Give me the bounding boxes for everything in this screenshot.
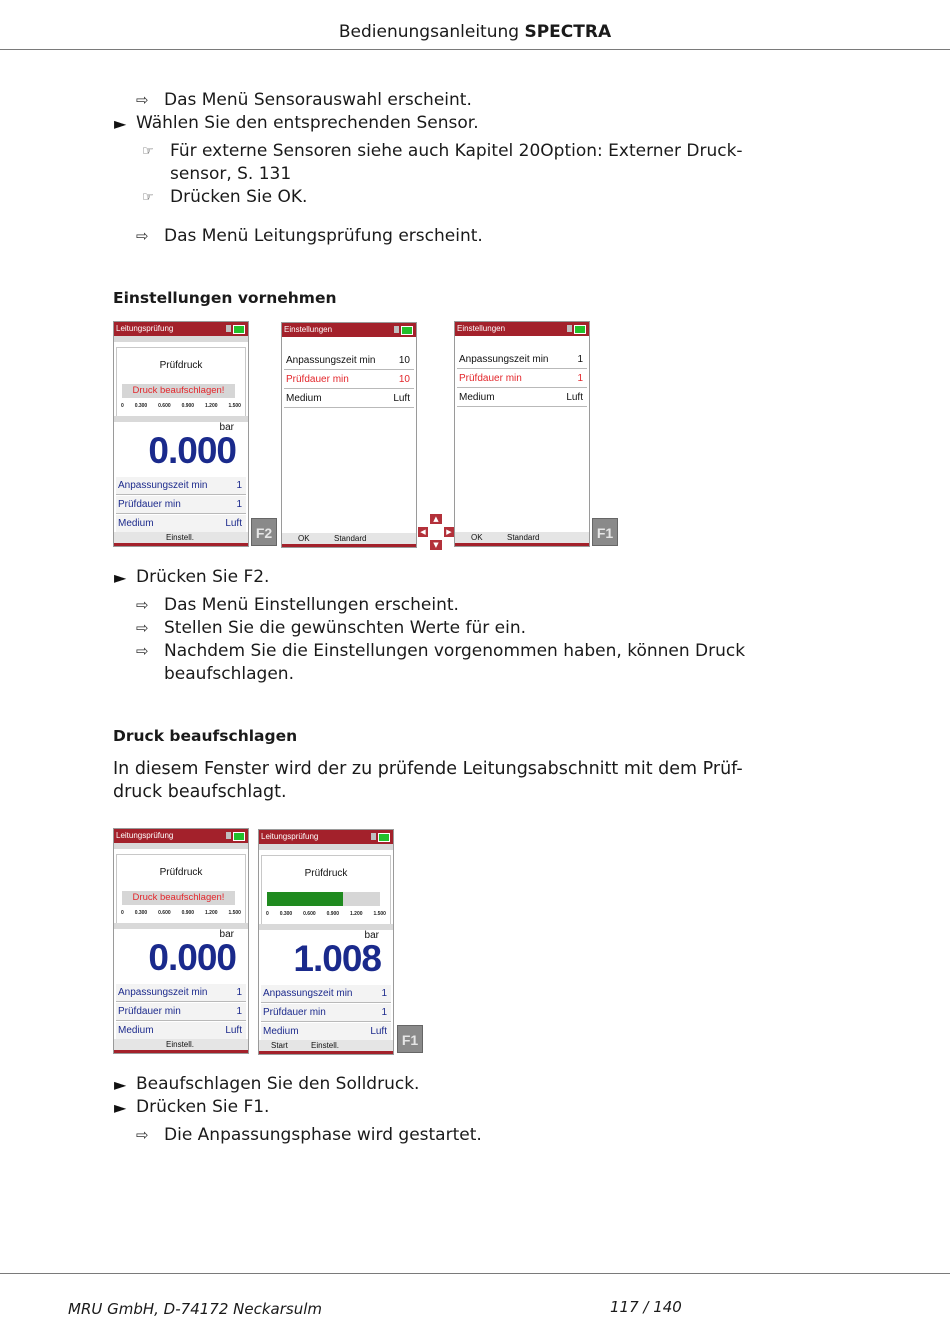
scale-tick: 0.600 <box>158 910 171 916</box>
softkey-start[interactable]: Start <box>271 1041 288 1050</box>
step-triangle-icon: ► <box>114 1098 127 1117</box>
scale-tick: 1.200 <box>205 403 218 409</box>
pressure-label: Prüfdruck <box>159 867 203 878</box>
pressure-unit: bar <box>219 929 234 940</box>
row-value: 1 <box>236 1006 242 1017</box>
text-note-external-b: sensor, S. 131 <box>170 164 292 184</box>
scale-tick: 0 <box>266 911 269 917</box>
header-title <box>0 22 950 42</box>
screen-titlebar: Leitungsprüfung <box>114 322 248 336</box>
result-arrow-icon: ⇨ <box>136 596 149 614</box>
pressure-panel <box>116 347 246 417</box>
screen-separator <box>114 843 248 849</box>
screen-separator <box>114 336 248 342</box>
scale-tick: 0.900 <box>181 403 195 409</box>
sd-card-icon <box>394 326 399 333</box>
header-rule <box>0 49 950 50</box>
screen-titlebar: Einstellungen <box>455 322 589 336</box>
text-press-f1: Drücken Sie F1. <box>136 1097 270 1117</box>
row-key: Anpassungszeit min <box>118 987 208 998</box>
sd-card-icon <box>226 832 231 839</box>
scale-tick: 1.200 <box>350 911 363 917</box>
row-value: Luft <box>393 393 410 404</box>
scale-tick: 0.300 <box>134 403 148 409</box>
battery-icon <box>378 833 390 842</box>
row-value: 1 <box>381 988 387 999</box>
footer-page-number: 117 / 140 <box>610 1298 682 1316</box>
text-select-sensor: Wählen Sie den entsprechenden Sensor. <box>136 113 479 133</box>
row-value: 1 <box>236 987 242 998</box>
function-bar <box>455 532 589 543</box>
text-note-external-a: Für externe Sensoren siehe auch Kapitel 20Option: Externer Druck- <box>170 141 743 161</box>
pressure-unit: bar <box>364 930 379 941</box>
result-arrow-icon: ⇨ <box>136 1126 149 1144</box>
scale-tick: 0.600 <box>158 403 171 409</box>
function-bar <box>114 532 248 543</box>
step-triangle-icon: ► <box>114 568 127 587</box>
row-adaptation-time <box>457 351 587 369</box>
scale-tick: 0.900 <box>326 911 340 917</box>
pressure-warning: Druck beaufschlagen! <box>122 384 235 398</box>
row-key: Anpassungszeit min <box>118 480 208 491</box>
row-adaptation-time <box>116 984 246 1002</box>
text-set-values: Stellen Sie die gewünschten Werte für ein. <box>164 618 527 638</box>
pressure-scale <box>121 910 241 916</box>
scale-tick: 0 <box>121 403 124 409</box>
screen-separator <box>282 337 416 351</box>
pressure-label: Prüfdruck <box>159 360 203 371</box>
text-sensor-menu: Das Menü Sensorauswahl erscheint. <box>164 90 472 110</box>
text-after-settings-b: beaufschlagen. <box>164 664 294 684</box>
pressure-scale <box>121 403 241 409</box>
arrow-up-icon[interactable]: ▲ <box>430 514 442 524</box>
row-medium <box>457 389 587 407</box>
scale-tick: 0 <box>121 910 124 916</box>
row-value: 1 <box>577 373 583 384</box>
text-press-ok: Drücken Sie OK. <box>170 187 308 207</box>
row-value: 1 <box>236 499 242 510</box>
key-f2[interactable]: F2 <box>251 518 277 546</box>
row-adaptation-time <box>284 352 414 370</box>
row-key: Prüfdauer min <box>286 374 349 385</box>
navigation-dpad-icon[interactable] <box>418 514 454 550</box>
function-bar <box>259 1040 393 1051</box>
softkey-settings[interactable]: Einstell. <box>166 533 195 542</box>
footer-company: MRU GmbH, D-74172 Neckarsulm <box>68 1300 322 1318</box>
text-settings-menu: Das Menü Einstellungen erscheint. <box>164 595 459 615</box>
battery-icon <box>574 325 586 334</box>
row-key: Medium <box>263 1026 299 1037</box>
result-arrow-icon: ⇨ <box>136 619 149 637</box>
note-hand-icon: ☞ <box>142 190 154 205</box>
key-f1[interactable]: F1 <box>592 518 618 546</box>
row-medium <box>284 390 414 408</box>
scale-tick: 0.900 <box>181 910 195 916</box>
header-title-prefix: Bedienungsanleitung <box>338 22 520 42</box>
text-pressure-para-a: In diesem Fenster wird der zu prüfende Leitungsabschnitt mit dem Prüf- <box>113 759 743 779</box>
row-value: Luft <box>566 392 583 403</box>
row-key: Prüfdauer min <box>118 499 181 510</box>
scale-tick: 0.300 <box>279 911 293 917</box>
scale-tick: 1.500 <box>228 403 241 409</box>
row-medium <box>261 1023 391 1041</box>
row-value: Luft <box>225 518 242 529</box>
row-key: Anpassungszeit min <box>263 988 353 999</box>
row-key: Medium <box>118 518 154 529</box>
row-key: Prüfdauer min <box>263 1007 326 1018</box>
note-hand-icon: ☞ <box>142 144 154 159</box>
pressure-value: 0.000 <box>148 937 236 978</box>
scale-tick: 0.300 <box>134 910 148 916</box>
row-value: Luft <box>225 1025 242 1036</box>
row-test-duration-selected[interactable] <box>457 370 587 388</box>
battery-icon <box>233 832 245 841</box>
row-key: Prüfdauer min <box>459 373 522 384</box>
softkey-settings[interactable]: Einstell. <box>311 1041 340 1050</box>
screen-bottom-line <box>282 544 416 547</box>
softkey-standard[interactable]: Standard <box>334 534 367 543</box>
row-adaptation-time <box>261 985 391 1003</box>
device-screen-line-test-zero <box>113 828 249 1054</box>
row-key: Anpassungszeit min <box>286 355 376 366</box>
heading-settings: Einstellungen vornehmen <box>113 289 337 307</box>
scale-tick: 1.500 <box>373 911 386 917</box>
heading-apply-pressure: Druck beaufschlagen <box>113 727 298 745</box>
text-after-settings-a: Nachdem Sie die Einstellungen vorgenommen haben, können Druck <box>164 641 746 661</box>
row-value: 10 <box>398 355 410 366</box>
row-key: Prüfdauer min <box>118 1006 181 1017</box>
result-arrow-icon: ⇨ <box>136 91 149 109</box>
sd-card-icon <box>371 833 376 840</box>
pressure-label: Prüfdruck <box>304 868 348 879</box>
screen-titlebar: Leitungsprüfung <box>259 830 393 844</box>
screen-bottom-line <box>114 1050 248 1053</box>
text-adaptation-started: Die Anpassungsphase wird gestartet. <box>164 1125 482 1145</box>
softkey-standard[interactable]: Standard <box>507 533 540 542</box>
device-screen-settings-b <box>454 321 590 547</box>
screen-titlebar: Leitungsprüfung <box>114 829 248 843</box>
arrow-right-icon[interactable]: ▶ <box>444 527 454 537</box>
footer-rule <box>0 1273 950 1274</box>
text-press-f2: Drücken Sie F2. <box>136 567 270 587</box>
row-key: Medium <box>286 393 322 404</box>
device-screen-settings-a <box>281 322 417 548</box>
screen-bottom-line <box>114 543 248 546</box>
pressure-warning: Druck beaufschlagen! <box>122 891 235 905</box>
row-value: Luft <box>370 1026 387 1037</box>
row-key: Medium <box>118 1025 154 1036</box>
pressure-panel <box>116 854 246 924</box>
battery-icon <box>401 326 413 335</box>
row-test-duration <box>261 1004 391 1022</box>
pressure-scale <box>266 911 386 917</box>
row-key: Medium <box>459 392 495 403</box>
softkey-ok[interactable]: OK <box>471 533 483 542</box>
row-test-duration <box>116 496 246 514</box>
arrow-left-icon[interactable]: ◀ <box>418 527 428 537</box>
row-key: Anpassungszeit min <box>459 354 549 365</box>
row-value: 1 <box>577 354 583 365</box>
device-screen-line-test-live <box>258 829 394 1055</box>
pressure-value: 0.000 <box>148 430 236 471</box>
key-f1[interactable]: F1 <box>397 1025 423 1053</box>
scale-tick: 1.200 <box>205 910 218 916</box>
text-line-test-menu: Das Menü Leitungsprüfung erscheint. <box>164 226 483 246</box>
row-value: 1 <box>236 480 242 491</box>
screen-separator <box>455 336 589 350</box>
step-triangle-icon: ► <box>114 1075 127 1094</box>
row-test-duration-selected[interactable] <box>284 371 414 389</box>
scale-tick: 0.600 <box>303 911 316 917</box>
pressure-panel <box>261 855 391 925</box>
row-test-duration <box>116 1003 246 1021</box>
pressure-unit: bar <box>219 422 234 433</box>
screen-titlebar: Einstellungen <box>282 323 416 337</box>
result-arrow-icon: ⇨ <box>136 642 149 660</box>
softkey-settings[interactable]: Einstell. <box>166 1040 195 1049</box>
screen-bottom-line <box>455 543 589 546</box>
sd-card-icon <box>226 325 231 332</box>
pressure-progress-bar <box>267 892 380 906</box>
sd-card-icon <box>567 325 572 332</box>
screen-separator <box>259 844 393 850</box>
header-title-product: SPECTRA <box>524 22 612 42</box>
scale-tick: 1.500 <box>228 910 241 916</box>
result-arrow-icon: ⇨ <box>136 227 149 245</box>
row-value: 1 <box>381 1007 387 1018</box>
function-bar <box>282 533 416 544</box>
pressure-progress-fill <box>267 892 343 906</box>
pressure-value: 1.008 <box>293 938 381 979</box>
softkey-ok[interactable]: OK <box>298 534 310 543</box>
step-triangle-icon: ► <box>114 114 127 133</box>
text-apply-setpoint: Beaufschlagen Sie den Solldruck. <box>136 1074 420 1094</box>
row-medium <box>116 515 246 533</box>
row-adaptation-time <box>116 477 246 495</box>
row-value: 10 <box>398 374 410 385</box>
battery-icon <box>233 325 245 334</box>
arrow-down-icon[interactable]: ▼ <box>430 540 442 550</box>
row-medium <box>116 1022 246 1040</box>
function-bar <box>114 1039 248 1050</box>
text-pressure-para-b: druck beaufschlagt. <box>113 782 287 802</box>
device-screen-line-test <box>113 321 249 547</box>
screen-bottom-line <box>259 1051 393 1054</box>
